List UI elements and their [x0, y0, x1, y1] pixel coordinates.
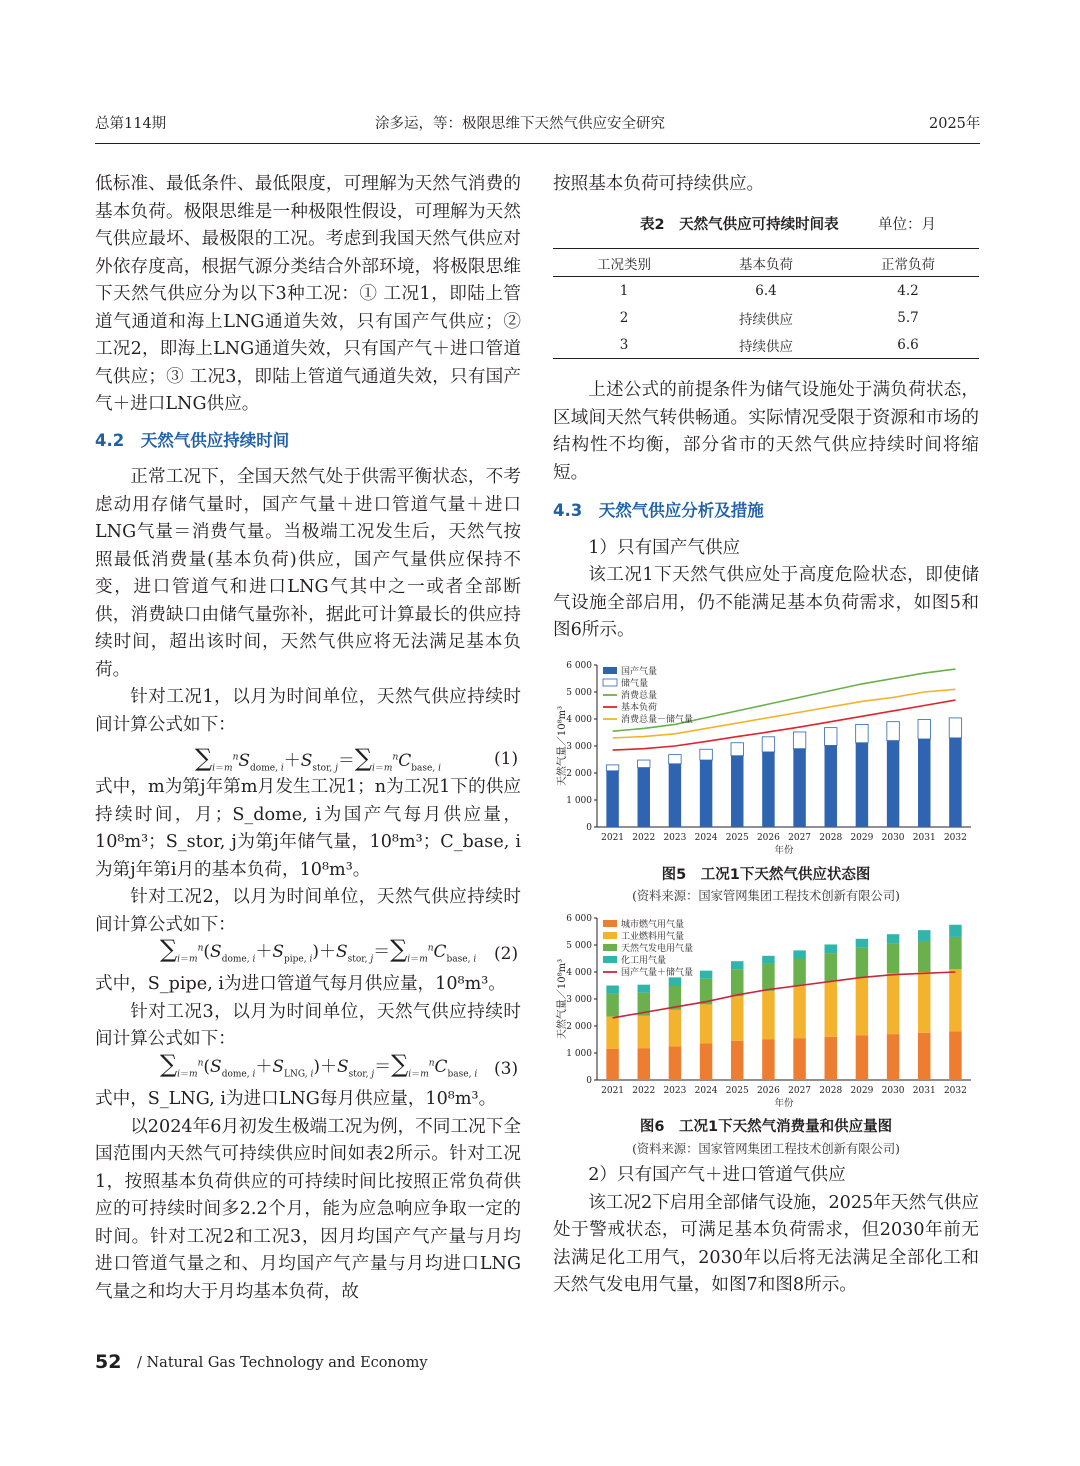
x-tick-label: 2026: [756, 1086, 780, 1096]
bar-segment: [606, 1017, 618, 1049]
paragraph: 式中，S_LNG, i为进口LNG每月供应量，10⁸m³。: [95, 1089, 497, 1109]
x-tick-label: 2031: [912, 1086, 936, 1096]
bar-segment: [669, 1046, 681, 1080]
legend-label: 城市燃气用气量: [621, 920, 685, 930]
x-tick-label: 2027: [788, 1086, 812, 1096]
legend-label: 国产气量＋储气量: [621, 968, 694, 978]
bar-segment: [887, 934, 899, 943]
x-tick-label: 2030: [881, 1086, 905, 1096]
bar-segment: [949, 1031, 961, 1080]
y-tick-label: 1 000: [566, 1049, 592, 1059]
bar-segment: [762, 752, 774, 827]
bar-segment: [793, 732, 805, 749]
x-tick-label: 2024: [694, 833, 718, 843]
equation-number: (1): [494, 749, 519, 769]
legend-label: 天然气发电用气量: [621, 944, 694, 954]
paragraph: 针对工况3，以月为时间单位，天然气供应持续时间计算公式如下：: [95, 1001, 521, 1049]
figure-6-chart: [553, 908, 979, 1113]
paragraph: 以2024年6月初发生极端工况为例，不同工况下全国范围内天然气可持续供应时间如表2所示。针对工况1，按照基本负荷供应的可持续时间比按照正常负荷供应的可持续时间多2.2个月，能为应急响应争取一定的时间。针对工况2和工况3，因月均国产气产量与月均进口管道气量之和、月均国产气产量与月均进口LNG气量之和均大于月均基本负荷，故: [95, 1116, 521, 1302]
bar-segment: [949, 718, 961, 738]
legend-swatch: [603, 679, 617, 686]
bar-segment: [669, 1010, 681, 1046]
table-cell: 1: [619, 282, 629, 299]
paragraph: 针对工况2，以月为时间单位，天然气供应持续时间计算公式如下：: [95, 887, 521, 935]
supply-duration-table: [553, 248, 979, 359]
bar-segment: [762, 1040, 774, 1081]
bar-segment: [887, 973, 899, 1034]
bar-segment: [887, 944, 899, 974]
table-cell: 6.6: [897, 336, 919, 353]
right-column-mid: [553, 377, 979, 645]
bar-segment: [825, 953, 837, 981]
table-title: 表2 天然气供应可持续时间表: [640, 217, 839, 233]
paragraph: 式中，S_pipe, i为进口管道气每月供应量，10⁸m³。: [95, 974, 506, 994]
bar-segment: [918, 1033, 930, 1080]
x-tick-label: 2032: [943, 1086, 967, 1096]
bar-segment: [638, 768, 650, 827]
bar-segment: [856, 724, 868, 742]
table-header: 基本负荷: [739, 256, 793, 273]
table-cell: 3: [619, 336, 629, 353]
bar-segment: [700, 760, 712, 827]
subheading: 2）只有国产气＋进口管道气供应: [588, 1165, 846, 1185]
x-tick-label: 2021: [601, 1086, 625, 1096]
bar-segment: [762, 737, 774, 752]
bar-segment: [731, 961, 743, 969]
y-tick-label: 3 000: [566, 742, 592, 752]
page-number: 52: [95, 1351, 122, 1373]
bar-segment: [638, 985, 650, 993]
y-axis-label: 天然气量／10⁸m³: [557, 705, 568, 787]
bar-segment: [949, 969, 961, 1031]
table-cell: 5.7: [897, 309, 919, 326]
x-tick-label: 2030: [881, 833, 905, 843]
x-tick-label: 2022: [632, 833, 656, 843]
bar-segment: [856, 1035, 868, 1080]
legend-label: 储气量: [621, 679, 649, 689]
y-tick-label: 0: [586, 1076, 592, 1086]
bar-segment: [856, 743, 868, 827]
bar-segment: [793, 1038, 805, 1080]
bar-segment: [949, 937, 961, 969]
bar-segment: [793, 950, 805, 958]
figure-6-caption: 图6 工况1下天然气消费量和供应量图: [639, 1119, 893, 1135]
y-tick-label: 2 000: [566, 769, 592, 779]
x-tick-label: 2032: [943, 833, 967, 843]
bar-segment: [638, 1016, 650, 1048]
x-axis-label: 年份: [774, 1098, 794, 1109]
bar-segment: [762, 956, 774, 964]
bar-segment: [700, 749, 712, 760]
y-tick-label: 5 000: [566, 688, 592, 698]
bar-segment: [606, 765, 618, 771]
bar-segment: [887, 1034, 899, 1080]
equation-2: $\sum_{i=m}^n(S_{dome, i}+S_{pipe, i})+S_{stor, j}=\sum_{i=m}^nC_{base, i}$: [160, 935, 477, 965]
bar-segment: [731, 743, 743, 756]
section-heading-4-3: 4.3 天然气供应分析及措施: [553, 501, 764, 520]
table-cell: 2: [619, 309, 629, 326]
bar-segment: [606, 1049, 618, 1080]
bar-segment: [856, 948, 868, 978]
bar-segment: [887, 741, 899, 827]
equation-3: $\sum_{i=m}^n(S_{dome, i}+S_{LNG, i})+S_{stor, j}=\sum_{i=m}^nC_{base, i}$: [160, 1050, 478, 1080]
bar-segment: [949, 738, 961, 827]
bar-segment: [606, 771, 618, 827]
x-tick-label: 2031: [912, 833, 936, 843]
bar-segment: [731, 969, 743, 996]
equation-number: (3): [494, 1059, 519, 1079]
paragraph: 该工况2下启用全部储气设施，2025年天然气供应处于警戒状态，可满足基本负荷需求，但2030年前无法满足化工用气，2030年以后将无法满足全部化工和天然气发电用气量，如图7和图8所示。: [553, 1192, 979, 1295]
bar-segment: [700, 971, 712, 979]
x-axis-label: 年份: [774, 845, 794, 856]
y-tick-label: 6 000: [566, 661, 592, 671]
y-tick-label: 6 000: [566, 914, 592, 924]
right-column-bottom: [553, 1162, 979, 1300]
bar-segment: [793, 749, 805, 827]
bar-segment: [731, 1041, 743, 1080]
header-rule: [95, 143, 980, 144]
x-tick-label: 2021: [601, 833, 625, 843]
bar-segment: [731, 996, 743, 1041]
bar-segment: [918, 972, 930, 1033]
legend-label: 消费总量－储气量: [621, 715, 694, 725]
y-axis-label: 天然气量／10⁸m³: [557, 958, 568, 1040]
bar-segment: [825, 981, 837, 1036]
bar-segment: [762, 964, 774, 991]
bar-segment: [825, 745, 837, 827]
subheading: 1）只有国产气供应: [588, 537, 741, 558]
y-tick-label: 0: [586, 823, 592, 833]
running-header-title: 涂多运，等：极限思维下天然气供应安全研究: [375, 116, 665, 132]
y-tick-label: 3 000: [566, 995, 592, 1005]
right-column-top: [553, 171, 979, 199]
table-header-row: [553, 249, 979, 277]
bar-segment: [762, 991, 774, 1040]
figure-6-source: (资料来源：国家管网集团工程技术创新有限公司): [632, 1142, 900, 1156]
table-cell: 4.2: [897, 282, 919, 299]
table-row: [553, 331, 979, 359]
legend-label: 工业燃料用气量: [621, 932, 685, 942]
bar-segment: [606, 986, 618, 994]
legend-label: 化工用气量: [621, 956, 667, 966]
x-tick-label: 2029: [850, 833, 874, 843]
bar-segment: [856, 977, 868, 1035]
left-column-mid1: [95, 774, 521, 939]
x-tick-label: 2026: [756, 833, 780, 843]
x-tick-label: 2027: [788, 833, 812, 843]
bar-segment: [700, 1044, 712, 1080]
legend-label: 消费总量: [621, 691, 658, 701]
left-column-mid2: [95, 971, 521, 1054]
y-tick-label: 4 000: [566, 968, 592, 978]
x-tick-label: 2025: [725, 833, 749, 843]
paragraph: 低标准、最低条件、最低限度，可理解为天然气消费的基本负荷。极限思维是一种极限性假设，可理解为天然气供应最坏、最极限的工况。考虑到我国天然气供应对外依存度高，根据气源分类结合外部环境，将极限思维下天然气供应分为以下3种工况：① 工况1，即陆上管道气通道和海上LNG通道失效，只有国产气供应；② 工况2，即海上LNG通道失效，只有国产气＋进口管道气供应；③ 工况3，即陆上管道气通道失效，只有国产气＋进口LNG供应。: [95, 174, 521, 414]
x-tick-label: 2025: [725, 1086, 749, 1096]
legend-label: 国产气量: [621, 667, 658, 677]
x-tick-label: 2028: [819, 1086, 843, 1096]
table-row: [553, 304, 979, 331]
y-tick-label: 5 000: [566, 941, 592, 951]
table-header: 正常负荷: [881, 256, 935, 273]
paragraph: 针对工况1，以月为时间单位，天然气供应持续时间计算公式如下：: [95, 687, 521, 735]
bar-segment: [731, 756, 743, 827]
legend-swatch: [603, 956, 617, 963]
bar-segment: [793, 959, 805, 986]
running-header-issue: 总第114期: [95, 116, 167, 132]
table-header: 工况类别: [597, 256, 651, 273]
running-header-year: 2025年: [929, 116, 981, 132]
bar-segment: [918, 739, 930, 827]
figure-5-chart: [553, 655, 979, 860]
y-tick-label: 2 000: [566, 1022, 592, 1032]
equation-1: $\sum_{i=m}^nS_{dome, i}+S_{stor, j}=\sum_{i=m}^nC_{base, i}$: [195, 744, 441, 774]
legend-swatch: [603, 667, 617, 674]
legend-swatch: [603, 920, 617, 927]
series-line: [613, 972, 956, 1018]
bar-segment: [887, 722, 899, 741]
bar-segment: [669, 977, 681, 985]
paragraph: 按照基本负荷可持续供应。: [553, 174, 765, 194]
table-cell: 持续供应: [739, 338, 793, 355]
bar-segment: [856, 939, 868, 948]
left-column-bottom: [95, 1086, 521, 1306]
bar-segment: [606, 994, 618, 1017]
bar-segment: [918, 720, 930, 739]
y-tick-label: 1 000: [566, 796, 592, 806]
bar-segment: [918, 941, 930, 972]
section-heading-4-2: 4.2 天然气供应持续时间: [95, 430, 290, 450]
x-tick-label: 2029: [850, 1086, 874, 1096]
legend-label: 基本负荷: [621, 703, 658, 713]
legend-swatch: [603, 932, 617, 939]
table-cell: 持续供应: [739, 311, 793, 328]
x-tick-label: 2024: [694, 1086, 718, 1096]
bar-segment: [669, 755, 681, 764]
bar-segment: [700, 1004, 712, 1043]
bar-segment: [669, 764, 681, 827]
x-tick-label: 2023: [663, 833, 687, 843]
legend-swatch: [603, 944, 617, 951]
x-tick-label: 2022: [632, 1086, 656, 1096]
series-line: [613, 689, 956, 738]
table-cell: 6.4: [755, 282, 777, 299]
x-tick-label: 2023: [663, 1086, 687, 1096]
paragraph: 正常工况下，全国天然气处于供需平衡状态，不考虑动用存储气量时，国产气量＋进口管道气量＋进口LNG气量＝消费气量。当极端工况发生后，天然气按照最低消费量(基本负荷)供应，国产气量供应保持不变，进口管道气和进口LNG气其中之一或者全部断供，消费缺口由储气量弥补，据此可计算最长的供应持续时间，超出该时间，天然气供应将无法满足基本负荷。: [95, 467, 521, 680]
bar-segment: [825, 944, 837, 953]
paragraph: 上述公式的前提条件为储气设施处于满负荷状态，区域间天然气转供畅通。实际情况受限于资源和市场的结构性不均衡，部分省市的天然气供应持续时间将缩短。: [553, 380, 979, 483]
bar-segment: [638, 1048, 650, 1080]
paragraph: 该工况1下天然气供应处于高度危险状态，即使储气设施全部启用，仍不能满足基本负荷需求，如图5和图6所示。: [553, 565, 979, 640]
table-unit: 单位：月: [878, 217, 936, 233]
bar-segment: [918, 930, 930, 941]
left-column-top: [95, 171, 521, 739]
bar-segment: [825, 728, 837, 746]
equation-number: (2): [494, 944, 519, 964]
figure-5-source: (资料来源：国家管网集团工程技术创新有限公司): [632, 889, 900, 903]
y-tick-label: 4 000: [566, 715, 592, 725]
table-row: [553, 277, 979, 305]
figure-5-caption: 图5 工况1下天然气供应状态图: [661, 867, 871, 883]
bar-segment: [825, 1037, 837, 1080]
journal-name: / Natural Gas Technology and Economy: [137, 1355, 428, 1371]
bar-segment: [793, 986, 805, 1039]
bar-segment: [638, 760, 650, 768]
x-tick-label: 2028: [819, 833, 843, 843]
paragraph: 式中，m为第j年第m月发生工况1；n为工况1下的供应持续时间，月；S_dome, i为国产气每月供应量，10⁸m³；S_stor, j为第j年储气量，10⁸m³；C_base, i为第j年第i月的基本负荷，10⁸m³。: [95, 777, 521, 880]
bar-segment: [949, 925, 961, 937]
